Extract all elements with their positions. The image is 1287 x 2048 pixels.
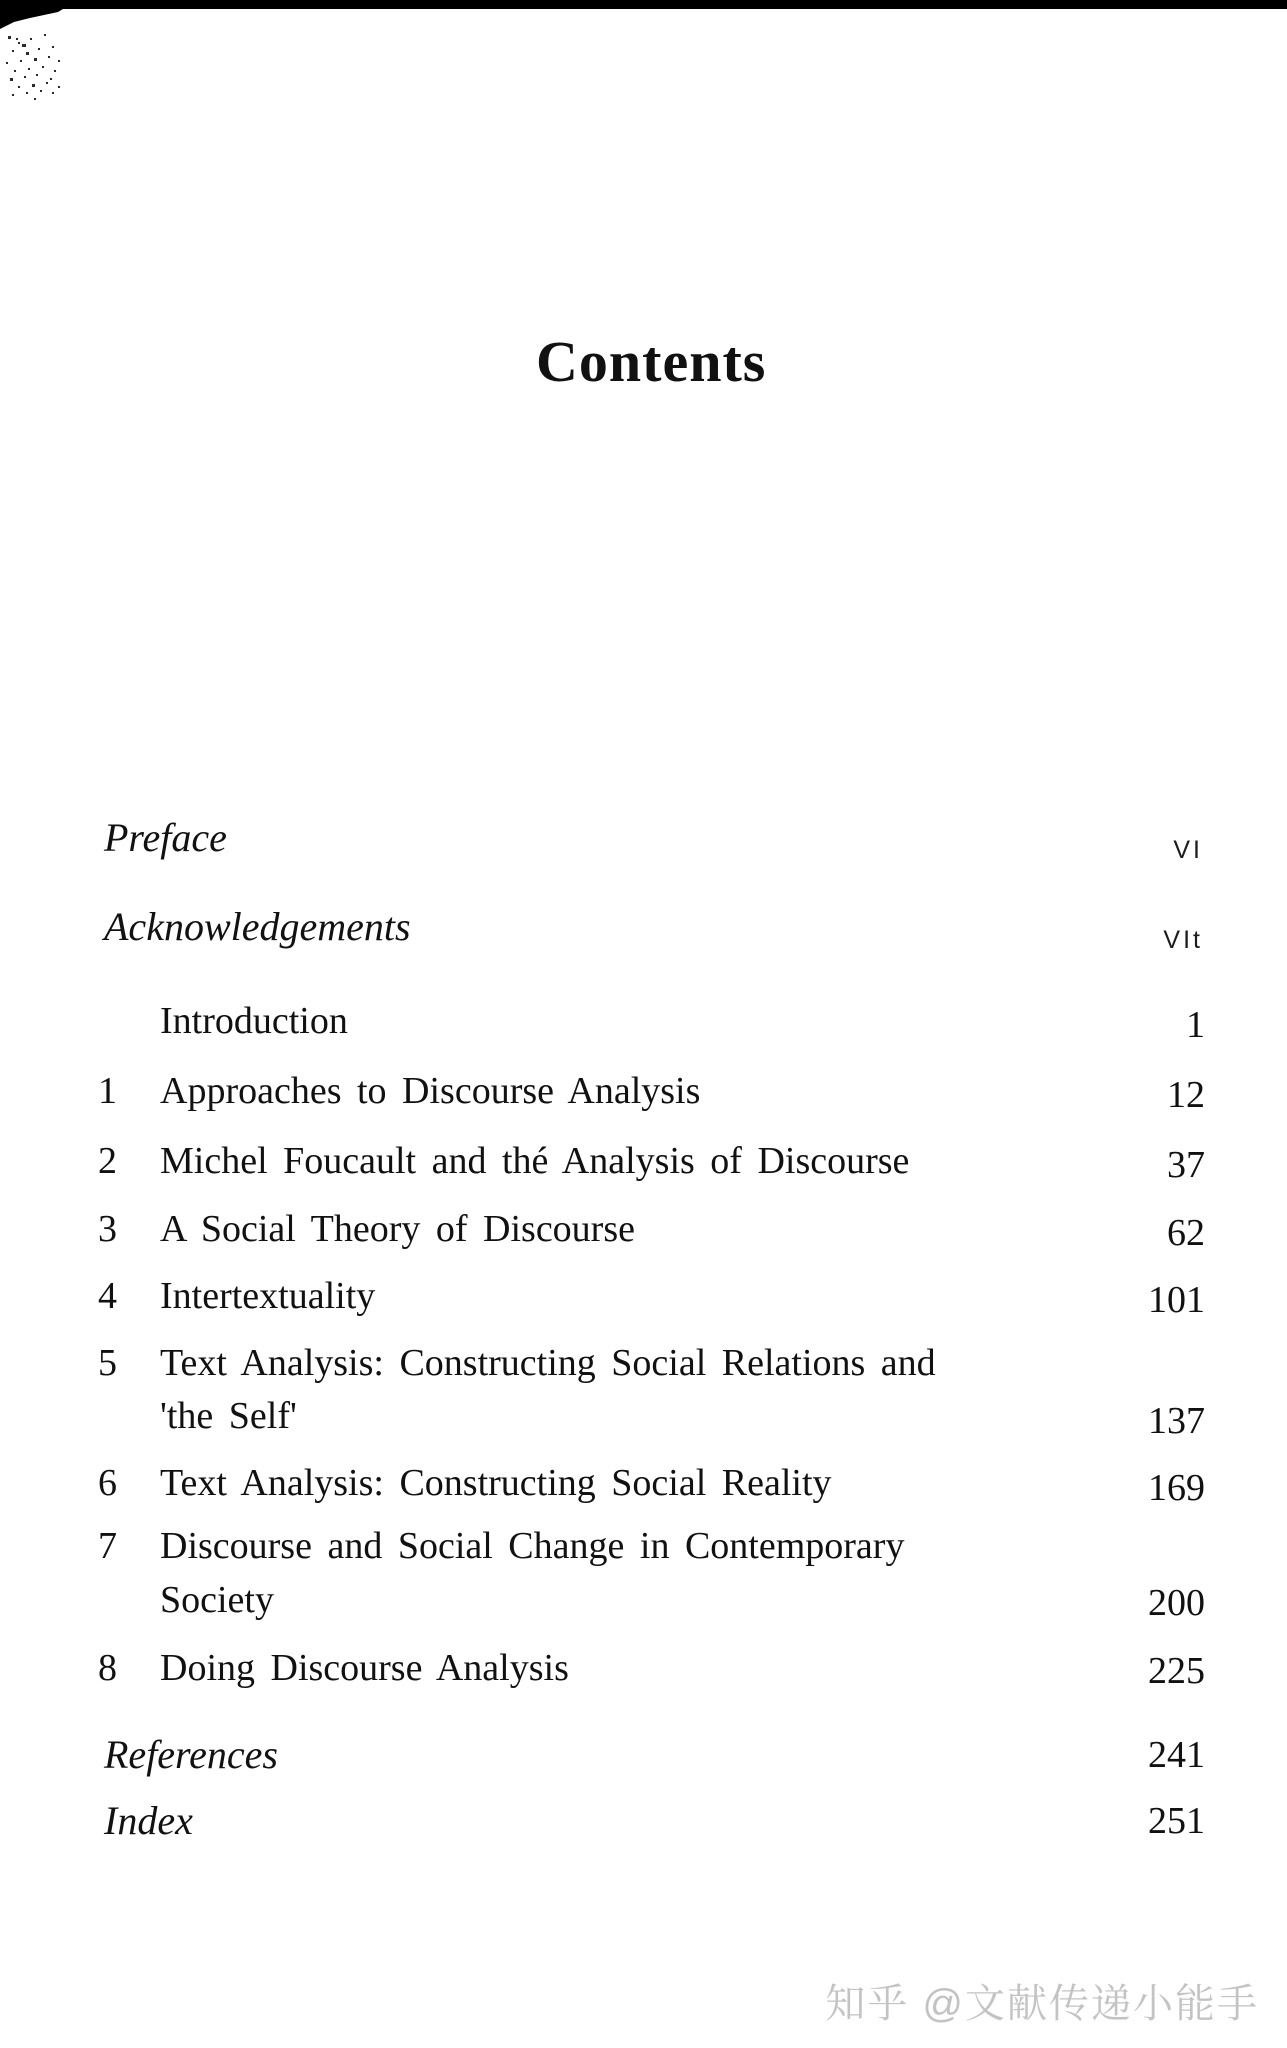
toc-chapter-number: 8: [98, 1647, 117, 1689]
toc-entry-references: References: [104, 1732, 278, 1777]
zhihu-watermark: 知乎 @文献传递小能手: [825, 1982, 1259, 2026]
toc-chapter-page: 169: [1148, 1467, 1205, 1509]
toc-chapter-title: Approaches to Discourse Analysis: [160, 1070, 701, 1112]
toc-entry-index: Index: [104, 1798, 193, 1843]
toc-chapter-page: 62: [1167, 1212, 1205, 1254]
toc-chapter-number: 6: [98, 1462, 117, 1504]
toc-chapter-number: 4: [98, 1275, 117, 1317]
toc-chapter-page: 200: [1148, 1582, 1205, 1624]
toc-chapter-number: 2: [98, 1140, 117, 1182]
toc-chapter-title: Intertextuality: [160, 1275, 376, 1317]
toc-chapter-title: Michel Foucault and thé Analysis of Discourse: [160, 1140, 910, 1182]
scan-corner-artifact: [0, 0, 90, 105]
toc-chapter-page: 37: [1167, 1144, 1205, 1186]
toc-page-index: 251: [1148, 1800, 1205, 1842]
toc-page-acknowledgements: VIt: [1163, 926, 1203, 954]
toc-page-preface: VI: [1173, 836, 1203, 864]
toc-chapter-title: A Social Theory of Discourse: [160, 1208, 635, 1250]
toc-chapter-page: 137: [1148, 1400, 1205, 1442]
toc-chapter-page: 225: [1148, 1650, 1205, 1692]
toc-chapter-title: Discourse and Social Change in Contemporary: [160, 1525, 905, 1567]
toc-chapter-number: 7: [98, 1525, 117, 1567]
toc-chapter-number: 1: [98, 1070, 117, 1112]
toc-chapter-title: Text Analysis: Constructing Social Reality: [160, 1462, 832, 1504]
toc-page-introduction: 1: [1186, 1004, 1205, 1046]
toc-chapter-title: Text Analysis: Constructing Social Relations and: [160, 1342, 936, 1384]
toc-page-references: 241: [1148, 1734, 1205, 1776]
toc-chapter-page: 101: [1148, 1279, 1205, 1321]
toc-chapter-page: 12: [1167, 1074, 1205, 1116]
toc-entry-introduction: Introduction: [160, 1000, 348, 1042]
page-title: Contents: [536, 329, 767, 394]
toc-entry-preface: Preface: [104, 815, 227, 860]
toc-chapter-title-line2: Society: [160, 1579, 274, 1621]
scan-top-bar: [0, 0, 1287, 9]
toc-chapter-number: 3: [98, 1208, 117, 1250]
toc-entry-acknowledgements: Acknowledgements: [104, 904, 411, 949]
toc-chapter-number: 5: [98, 1342, 117, 1384]
toc-chapter-title-line2: 'the Self': [160, 1395, 297, 1437]
toc-chapter-title: Doing Discourse Analysis: [160, 1647, 569, 1689]
